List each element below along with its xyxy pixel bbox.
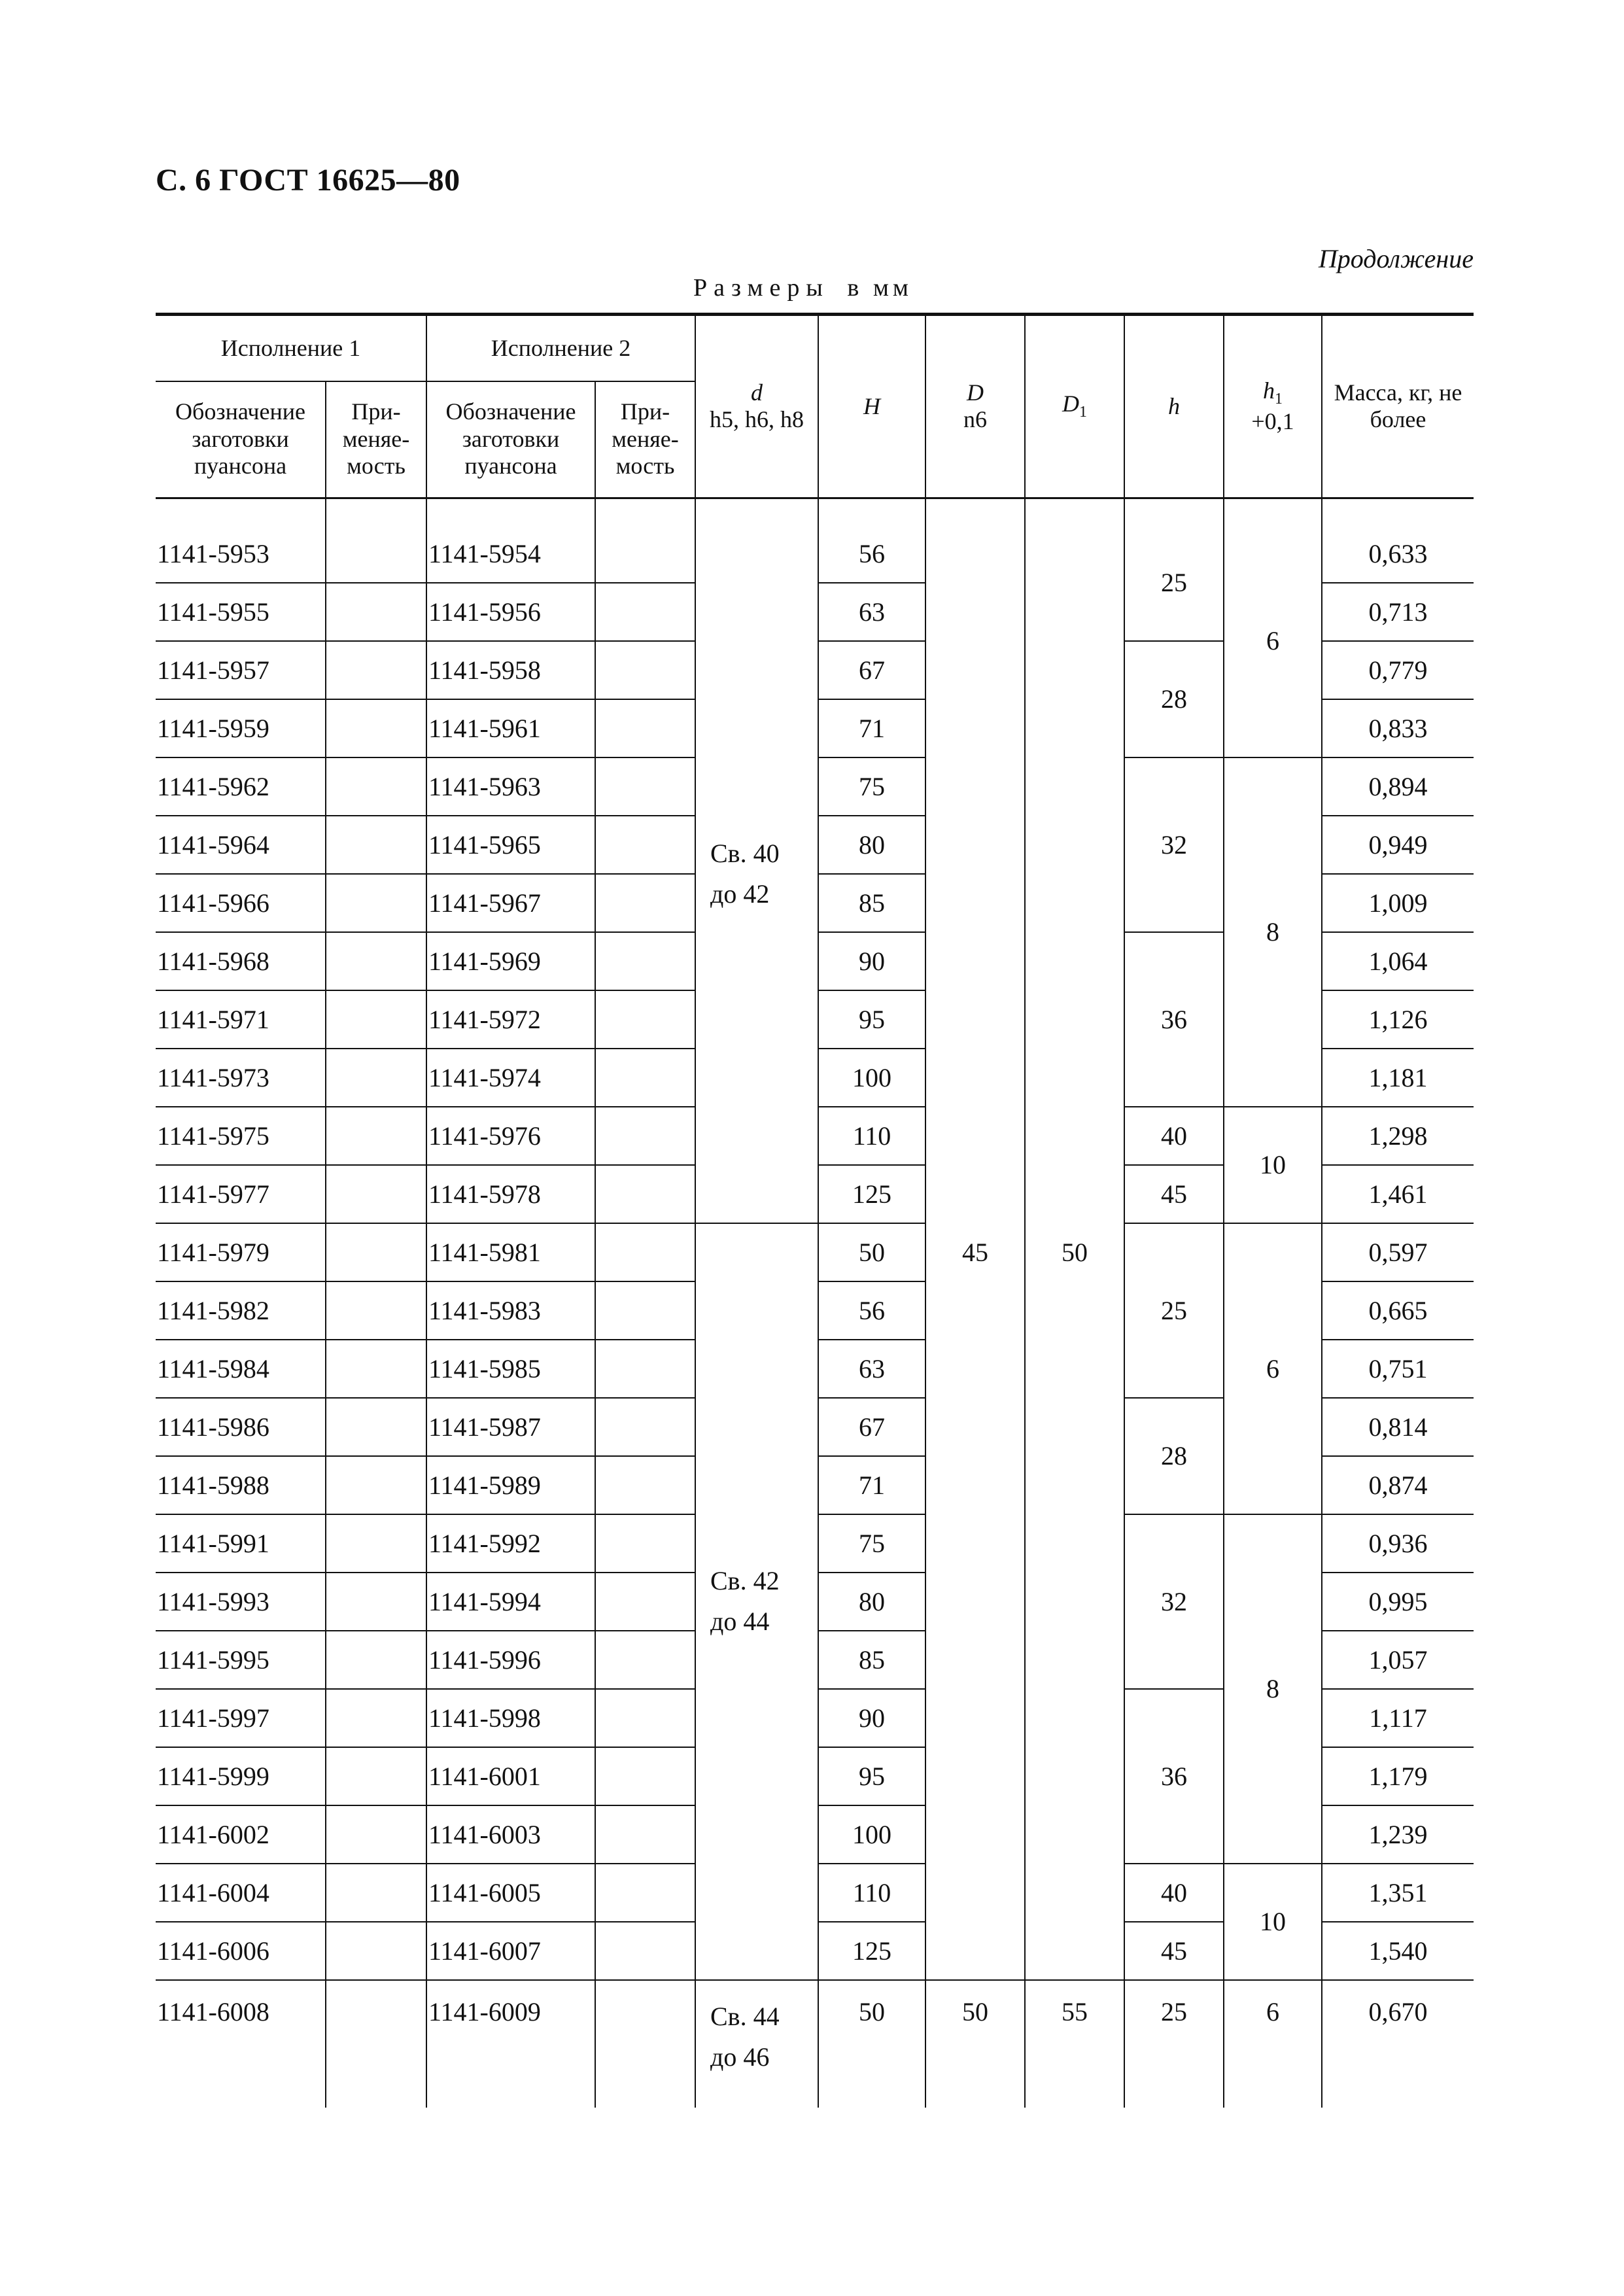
h-value-cell: 45 (1124, 1922, 1224, 1980)
code-ispolnenie-1: 1141-5962 (156, 757, 326, 816)
h-value-cell: 25 (1124, 1980, 1224, 2108)
d-range-line2: до 44 (710, 1607, 770, 1636)
D-value-cell: 50 (925, 1980, 1025, 2108)
code-ispolnenie-1: 1141-5984 (156, 1340, 326, 1398)
h-value-cell: 45 (1124, 1165, 1224, 1223)
mass-value: 0,949 (1322, 816, 1474, 874)
code-ispolnenie-2: 1141-5978 (426, 1165, 595, 1223)
H-value: 71 (818, 699, 925, 757)
D-value-cell: 45 (925, 525, 1025, 1980)
code-ispolnenie-2: 1141-5961 (426, 699, 595, 757)
H-value: 110 (818, 1107, 925, 1165)
table-body (156, 498, 1474, 2108)
H-value: 56 (818, 1281, 925, 1340)
applicability-2 (595, 1805, 695, 1864)
code-ispolnenie-2: 1141-6009 (426, 1980, 595, 2108)
code-ispolnenie-1: 1141-5988 (156, 1456, 326, 1514)
code-ispolnenie-2: 1141-5983 (426, 1281, 595, 1340)
h1-value-cell: 6 (1224, 1980, 1322, 2108)
mass-value: 1,179 (1322, 1747, 1474, 1805)
h1-value-cell: 10 (1224, 1107, 1322, 1223)
code-ispolnenie-1: 1141-5953 (156, 525, 326, 583)
units-label: Размеры (693, 274, 829, 302)
applicability-1 (326, 1922, 426, 1980)
applicability-2 (595, 1573, 695, 1631)
applicability-1 (326, 641, 426, 699)
code-ispolnenie-2: 1141-6005 (426, 1864, 595, 1922)
H-value: 75 (818, 757, 925, 816)
h1-value-cell: 8 (1224, 757, 1322, 1107)
D1-value-cell: 50 (1025, 525, 1124, 1980)
applicability-1 (326, 1573, 426, 1631)
mass-value: 0,713 (1322, 583, 1474, 641)
code-ispolnenie-2: 1141-5998 (426, 1689, 595, 1747)
H-value: 67 (818, 641, 925, 699)
h-value-cell: 40 (1124, 1107, 1224, 1165)
H-value: 56 (818, 525, 925, 583)
mass-value: 1,117 (1322, 1689, 1474, 1747)
code-ispolnenie-1: 1141-5982 (156, 1281, 326, 1340)
code-ispolnenie-1: 1141-5995 (156, 1631, 326, 1689)
H-value: 80 (818, 816, 925, 874)
applicability-2 (595, 1980, 695, 2108)
applicability-2 (595, 1456, 695, 1514)
mass-value: 0,665 (1322, 1281, 1474, 1340)
col-h1-symbol: h (1263, 377, 1275, 404)
H-value: 100 (818, 1805, 925, 1864)
mass-value: 0,874 (1322, 1456, 1474, 1514)
mass-value: 0,995 (1322, 1573, 1474, 1631)
applicability-1 (326, 1165, 426, 1223)
d-range-cell (695, 1980, 818, 2108)
code-ispolnenie-1: 1141-5966 (156, 874, 326, 932)
code-ispolnenie-1: 1141-5997 (156, 1689, 326, 1747)
code-ispolnenie-1: 1141-5986 (156, 1398, 326, 1456)
applicability-1 (326, 874, 426, 932)
code-ispolnenie-1: 1141-5964 (156, 816, 326, 874)
table-row (156, 525, 1474, 583)
mass-value: 0,597 (1322, 1223, 1474, 1281)
h-value-cell: 25 (1124, 1223, 1224, 1398)
H-value: 80 (818, 1573, 925, 1631)
applicability-1 (326, 583, 426, 641)
code-ispolnenie-2: 1141-5996 (426, 1631, 595, 1689)
d-range-line2: до 46 (710, 2042, 770, 2072)
H-value: 90 (818, 932, 925, 990)
h-value-cell: 36 (1124, 1689, 1224, 1864)
col-header-H: H (818, 315, 925, 498)
col-header-mass: Масса, кг, не более (1322, 315, 1474, 498)
applicability-1 (326, 1049, 426, 1107)
h1-value-cell: 10 (1224, 1864, 1322, 1980)
applicability-1 (326, 757, 426, 816)
col-h1-sub: 1 (1275, 390, 1283, 408)
code-ispolnenie-1: 1141-5968 (156, 932, 326, 990)
applicability-2 (595, 1223, 695, 1281)
applicability-1 (326, 1456, 426, 1514)
applicability-1 (326, 816, 426, 874)
mass-value: 0,779 (1322, 641, 1474, 699)
code-ispolnenie-2: 1141-5958 (426, 641, 595, 699)
code-ispolnenie-1: 1141-5959 (156, 699, 326, 757)
H-value: 95 (818, 990, 925, 1049)
applicability-1 (326, 1747, 426, 1805)
mass-value: 1,064 (1322, 932, 1474, 990)
code-ispolnenie-1: 1141-5957 (156, 641, 326, 699)
d-range-cell (695, 525, 818, 1223)
code-ispolnenie-1: 1141-5999 (156, 1747, 326, 1805)
mass-value: 0,894 (1322, 757, 1474, 816)
mass-value: 1,009 (1322, 874, 1474, 932)
applicability-1 (326, 1107, 426, 1165)
applicability-1 (326, 1631, 426, 1689)
code-ispolnenie-1: 1141-5991 (156, 1514, 326, 1573)
H-value: 71 (818, 1456, 925, 1514)
d-range-cell (695, 1223, 818, 1980)
H-value: 125 (818, 1165, 925, 1223)
units-mm: в мм (847, 274, 912, 302)
spec-table (156, 313, 1474, 2108)
applicability-2 (595, 1049, 695, 1107)
col-D-symbol: D (967, 379, 984, 406)
mass-value: 0,633 (1322, 525, 1474, 583)
mass-value: 0,670 (1368, 1996, 1428, 2026)
col-header-d (695, 315, 818, 498)
code-ispolnenie-2: 1141-5956 (426, 583, 595, 641)
applicability-1 (326, 990, 426, 1049)
H-value: 90 (818, 1689, 925, 1747)
col-header-h: h (1124, 315, 1224, 498)
col-d-symbol: d (751, 379, 763, 406)
col-header-D (925, 315, 1025, 498)
mass-value: 1,540 (1322, 1922, 1474, 1980)
applicability-1 (326, 1281, 426, 1340)
applicability-2 (595, 932, 695, 990)
code-ispolnenie-2: 1141-5965 (426, 816, 595, 874)
code-ispolnenie-2: 1141-5989 (426, 1456, 595, 1514)
applicability-2 (595, 641, 695, 699)
continuation-label: Продолжение (1318, 244, 1474, 273)
h-value-cell: 36 (1124, 932, 1224, 1107)
col-D1-sub: 1 (1079, 404, 1087, 421)
code-ispolnenie-2: 1141-5976 (426, 1107, 595, 1165)
code-ispolnenie-2: 1141-5987 (426, 1398, 595, 1456)
mass-value: 1,126 (1322, 990, 1474, 1049)
applicability-2 (595, 1864, 695, 1922)
H-value: 100 (818, 1049, 925, 1107)
col-header-h1 (1224, 315, 1322, 498)
code-ispolnenie-2: 1141-5985 (426, 1340, 595, 1398)
mass-value: 1,351 (1322, 1864, 1474, 1922)
mass-value: 1,461 (1322, 1165, 1474, 1223)
group-header-2: Исполнение 2 (426, 315, 695, 381)
code-ispolnenie-2: 1141-5969 (426, 932, 595, 990)
mass-value: 1,181 (1322, 1049, 1474, 1107)
applicability-1 (326, 1689, 426, 1747)
h-value-cell: 28 (1124, 641, 1224, 757)
code-ispolnenie-2: 1141-5972 (426, 990, 595, 1049)
applicability-2 (595, 1107, 695, 1165)
code-ispolnenie-1: 1141-6008 (156, 1980, 326, 2108)
code-ispolnenie-2: 1141-5954 (426, 525, 595, 583)
code-ispolnenie-2: 1141-5963 (426, 757, 595, 816)
code-ispolnenie-1: 1141-5975 (156, 1107, 326, 1165)
col-header-applicability-2: При- меняе- мость (595, 381, 695, 498)
applicability-1 (326, 1223, 426, 1281)
H-value: 67 (818, 1398, 925, 1456)
h-value-cell: 40 (1124, 1864, 1224, 1922)
col-h1-tolerance: +0,1 (1251, 408, 1294, 435)
code-ispolnenie-1: 1141-5971 (156, 990, 326, 1049)
units-caption (693, 273, 912, 302)
h-value-cell: 32 (1124, 757, 1224, 932)
applicability-1 (326, 1514, 426, 1573)
d-range-line1: Св. 40 (710, 838, 780, 868)
H-value: 125 (818, 1922, 925, 1980)
code-ispolnenie-2: 1141-5992 (426, 1514, 595, 1573)
applicability-2 (595, 1514, 695, 1573)
applicability-2 (595, 874, 695, 932)
applicability-2 (595, 699, 695, 757)
applicability-2 (595, 1165, 695, 1223)
applicability-1 (326, 1398, 426, 1456)
code-ispolnenie-1: 1141-6004 (156, 1864, 326, 1922)
H-value: 50 (818, 1980, 925, 2108)
applicability-2 (595, 757, 695, 816)
applicability-1 (326, 1980, 426, 2108)
applicability-2 (595, 1398, 695, 1456)
mass-value: 1,239 (1322, 1805, 1474, 1864)
col-header-D1 (1025, 315, 1124, 498)
applicability-2 (595, 816, 695, 874)
code-ispolnenie-1: 1141-6002 (156, 1805, 326, 1864)
applicability-2 (595, 1689, 695, 1747)
applicability-1 (326, 1805, 426, 1864)
applicability-1 (326, 525, 426, 583)
code-ispolnenie-1: 1141-5955 (156, 583, 326, 641)
applicability-2 (595, 1922, 695, 1980)
mass-value: 1,057 (1322, 1631, 1474, 1689)
applicability-2 (595, 1281, 695, 1340)
H-value: 85 (818, 874, 925, 932)
mass-value: 1,298 (1322, 1107, 1474, 1165)
code-ispolnenie-2: 1141-6001 (426, 1747, 595, 1805)
mass-value: 0,833 (1322, 699, 1474, 757)
code-ispolnenie-1: 1141-5979 (156, 1223, 326, 1281)
h-value-cell: 32 (1124, 1514, 1224, 1689)
col-D-tolerance: n6 (963, 406, 987, 433)
applicability-2 (595, 525, 695, 583)
H-value: 63 (818, 1340, 925, 1398)
col-header-applicability-1: При- меняе- мость (326, 381, 426, 498)
code-ispolnenie-2: 1141-5974 (426, 1049, 595, 1107)
code-ispolnenie-1: 1141-5993 (156, 1573, 326, 1631)
H-value: 85 (818, 1631, 925, 1689)
applicability-2 (595, 1340, 695, 1398)
mass-value: 0,814 (1322, 1398, 1474, 1456)
page-title: С. 6 ГОСТ 16625—80 (156, 163, 460, 198)
applicability-2 (595, 990, 695, 1049)
code-ispolnenie-2: 1141-5994 (426, 1573, 595, 1631)
applicability-2 (595, 583, 695, 641)
applicability-2 (595, 1747, 695, 1805)
d-range-line2: до 42 (710, 878, 770, 909)
d-range-line1: Св. 44 (710, 2001, 780, 2031)
code-ispolnenie-1: 1141-5977 (156, 1165, 326, 1223)
h1-value-cell: 6 (1224, 1223, 1322, 1514)
col-D1-symbol: D (1062, 391, 1079, 417)
H-value: 50 (818, 1223, 925, 1281)
mass-value: 0,936 (1322, 1514, 1474, 1573)
code-ispolnenie-2: 1141-5981 (426, 1223, 595, 1281)
d-range-line1: Св. 42 (710, 1566, 780, 1595)
code-ispolnenie-1: 1141-6006 (156, 1922, 326, 1980)
applicability-1 (326, 1340, 426, 1398)
col-header-designation-1: Обозначение заготовки пуансона (156, 381, 326, 498)
col-d-tolerance: h5, h6, h8 (710, 406, 804, 433)
h-value-cell: 25 (1124, 525, 1224, 641)
H-value: 110 (818, 1864, 925, 1922)
h1-value-cell: 8 (1224, 1514, 1322, 1864)
code-ispolnenie-2: 1141-6003 (426, 1805, 595, 1864)
code-ispolnenie-2: 1141-5967 (426, 874, 595, 932)
group-header-1: Исполнение 1 (156, 315, 426, 381)
applicability-1 (326, 1864, 426, 1922)
table-row (156, 1980, 1474, 2108)
H-value: 63 (818, 583, 925, 641)
table-row (156, 1223, 1474, 1281)
code-ispolnenie-1: 1141-5973 (156, 1049, 326, 1107)
col-header-designation-2: Обозначение заготовки пуансона (426, 381, 595, 498)
applicability-1 (326, 699, 426, 757)
applicability-2 (595, 1631, 695, 1689)
code-ispolnenie-2: 1141-6007 (426, 1922, 595, 1980)
H-value: 95 (818, 1747, 925, 1805)
applicability-1 (326, 932, 426, 990)
h1-value-cell: 6 (1224, 525, 1322, 757)
h-value-cell: 28 (1124, 1398, 1224, 1514)
H-value: 75 (818, 1514, 925, 1573)
mass-value: 0,751 (1322, 1340, 1474, 1398)
D1-value-cell: 55 (1025, 1980, 1124, 2108)
